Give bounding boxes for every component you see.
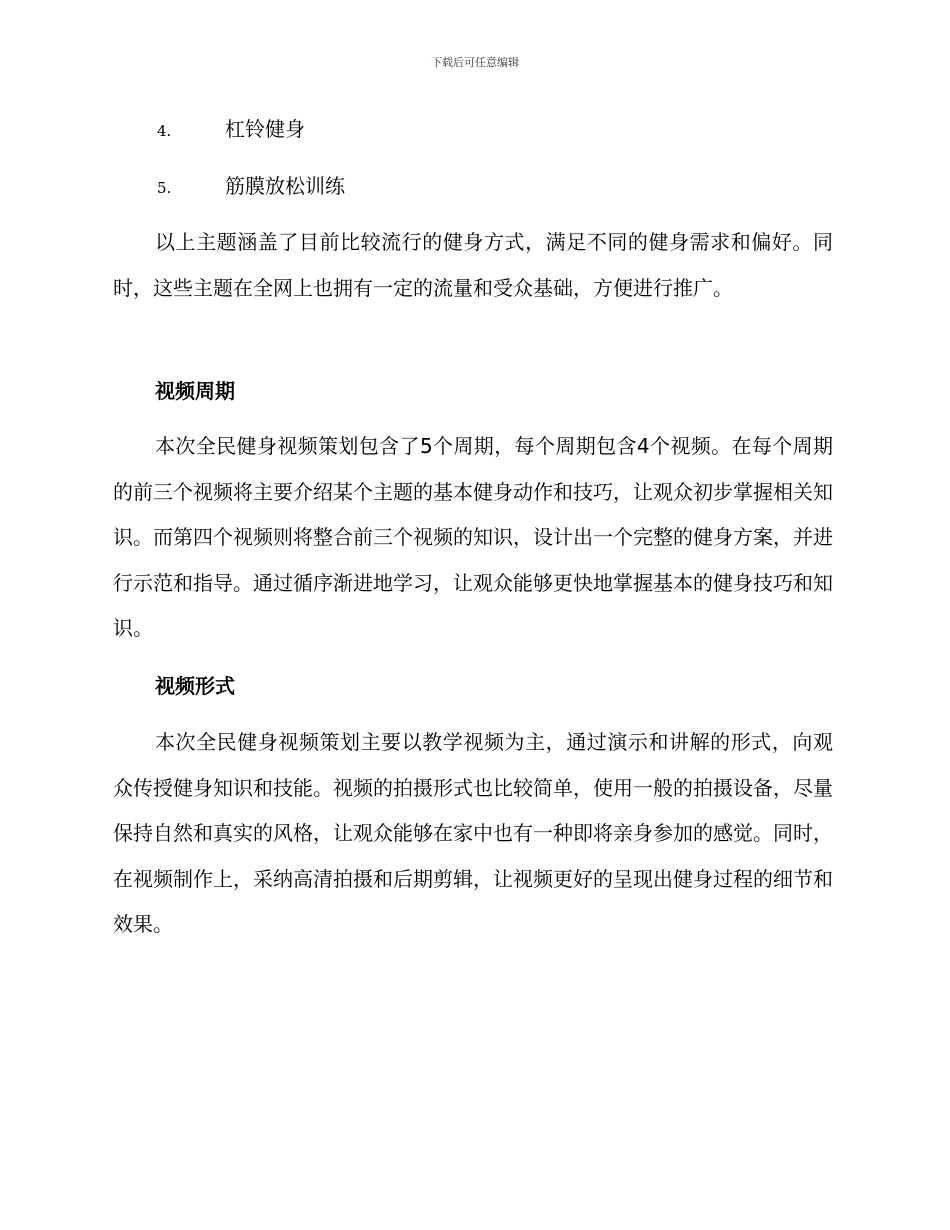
list-number: 5.	[157, 179, 172, 197]
section-heading-format: 视频形式	[155, 674, 235, 698]
summary-paragraph: 以上主题涵盖了目前比较流行的健身方式，满足不同的健身需求和偏好。同时，这些主题在全网上也拥有一定的流量和受众基础，方便进行推广。	[113, 230, 833, 300]
list-item	[157, 115, 305, 145]
section-heading-cycle: 视频周期	[155, 379, 235, 403]
list-text: 杠铃健身	[225, 117, 305, 141]
list-item	[157, 172, 345, 202]
list-number: 4.	[157, 122, 172, 140]
header-note: 下载后可任意编辑	[431, 56, 519, 69]
cycle-paragraph: 本次全民健身视频策划包含了5个周期，每个周期包含4个视频。在每个周期的前三个视频将主要介绍某个主题的基本健身动作和技巧，让观众初步掌握相关知识。而第四个视频则将整合前三个视频的知识，设计出一个完整的健身方案，并进行示范和指导。通过循序渐进地学习，让观众能够更快地掌握基本的健身技巧和知识。	[113, 434, 833, 640]
format-paragraph: 本次全民健身视频策划主要以教学视频为主，通过演示和讲解的形式，向观众传授健身知识和技能。视频的拍摄形式也比较简单，使用一般的拍摄设备，尽量保持自然和真实的风格，让观众能够在家中也有一种即将亲身参加的感觉。同时，在视频制作上，采纳高清拍摄和后期剪辑，让视频更好的呈现出健身过程的细节和效果。	[113, 730, 833, 936]
list-text: 筋膜放松训练	[225, 174, 345, 198]
